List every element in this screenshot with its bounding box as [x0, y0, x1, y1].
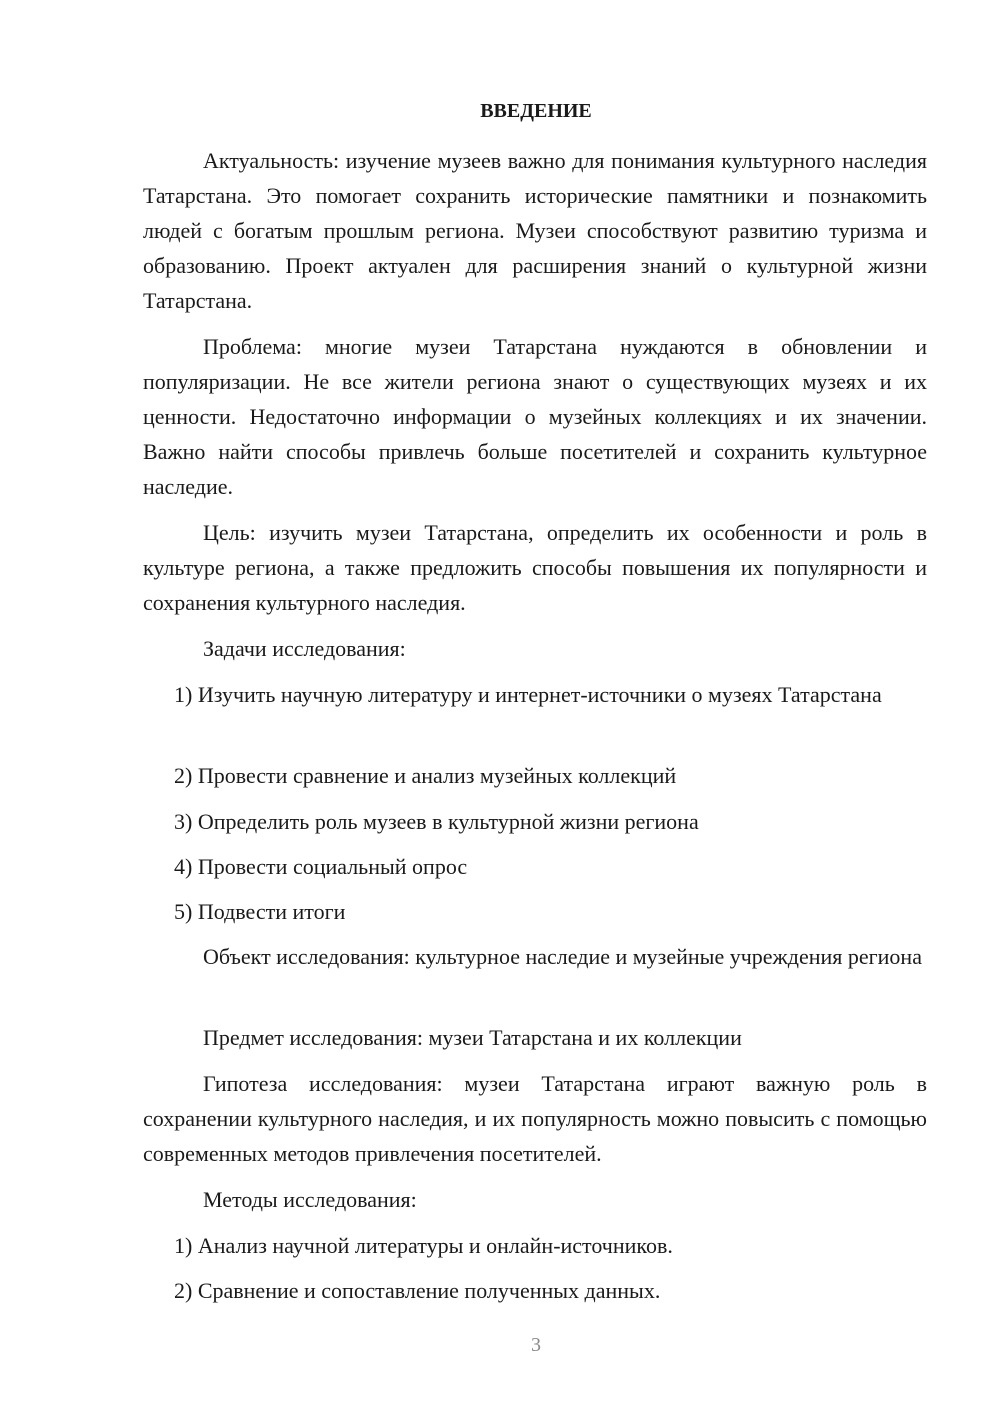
tasks-title: Задачи исследования: [203, 636, 406, 661]
method-item-2: 2) Сравнение и сопоставление полученных данных. [174, 1278, 661, 1303]
page-title: ВВЕДЕНИЕ [480, 100, 592, 122]
task-item-4: 4) Провести социальный опрос [174, 854, 468, 879]
object-paragraph: Объект исследования: культурное наследие и музейные учреждения региона [203, 944, 922, 969]
methods-title: Методы исследования: [203, 1187, 417, 1212]
goal-paragraph: Цель: изучить музеи Татарстана, определить их особенности и роль в культуре региона, а также предложить способы повышения их популярности и сохранения культурного наследия. [143, 520, 927, 615]
task-item-5: 5) Подвести итоги [174, 899, 346, 924]
problem-paragraph: Проблема: многие музеи Татарстана нуждаются в обновлении и популяризации. Не все жители региона знают о существующих музеях и их ценности. Недостаточно информации о музейных коллекциях и их значении. Важно найти способы привлечь больше посетителей и сохранить культурное наследие. [143, 334, 927, 499]
subject-paragraph: Предмет исследования: музеи Татарстана и их коллекции [203, 1025, 742, 1050]
task-item-3: 3) Определить роль музеев в культурной жизни региона [174, 809, 699, 834]
page-number: 3 [531, 1334, 541, 1356]
hypothesis-paragraph: Гипотеза исследования: музеи Татарстана играют важную роль в сохранении культурного наследия, и их популярность можно повысить с помощью современных методов привлечения посетителей. [143, 1071, 927, 1166]
method-item-1: 1) Анализ научной литературы и онлайн-источников. [174, 1233, 673, 1258]
task-item-2: 2) Провести сравнение и анализ музейных коллекций [174, 763, 677, 788]
task-item-1: 1) Изучить научную литературу и интернет-источники о музеях Татарстана [174, 682, 882, 707]
relevance-paragraph: Актуальность: изучение музеев важно для понимания культурного наследия Татарстана. Это помогает сохранить исторические памятники и познакомить людей с богатым прошлым региона. Музеи способствуют развитию туризма и образованию. Проект актуален для расширения знаний о культурной жизни Татарстана. [143, 148, 927, 313]
